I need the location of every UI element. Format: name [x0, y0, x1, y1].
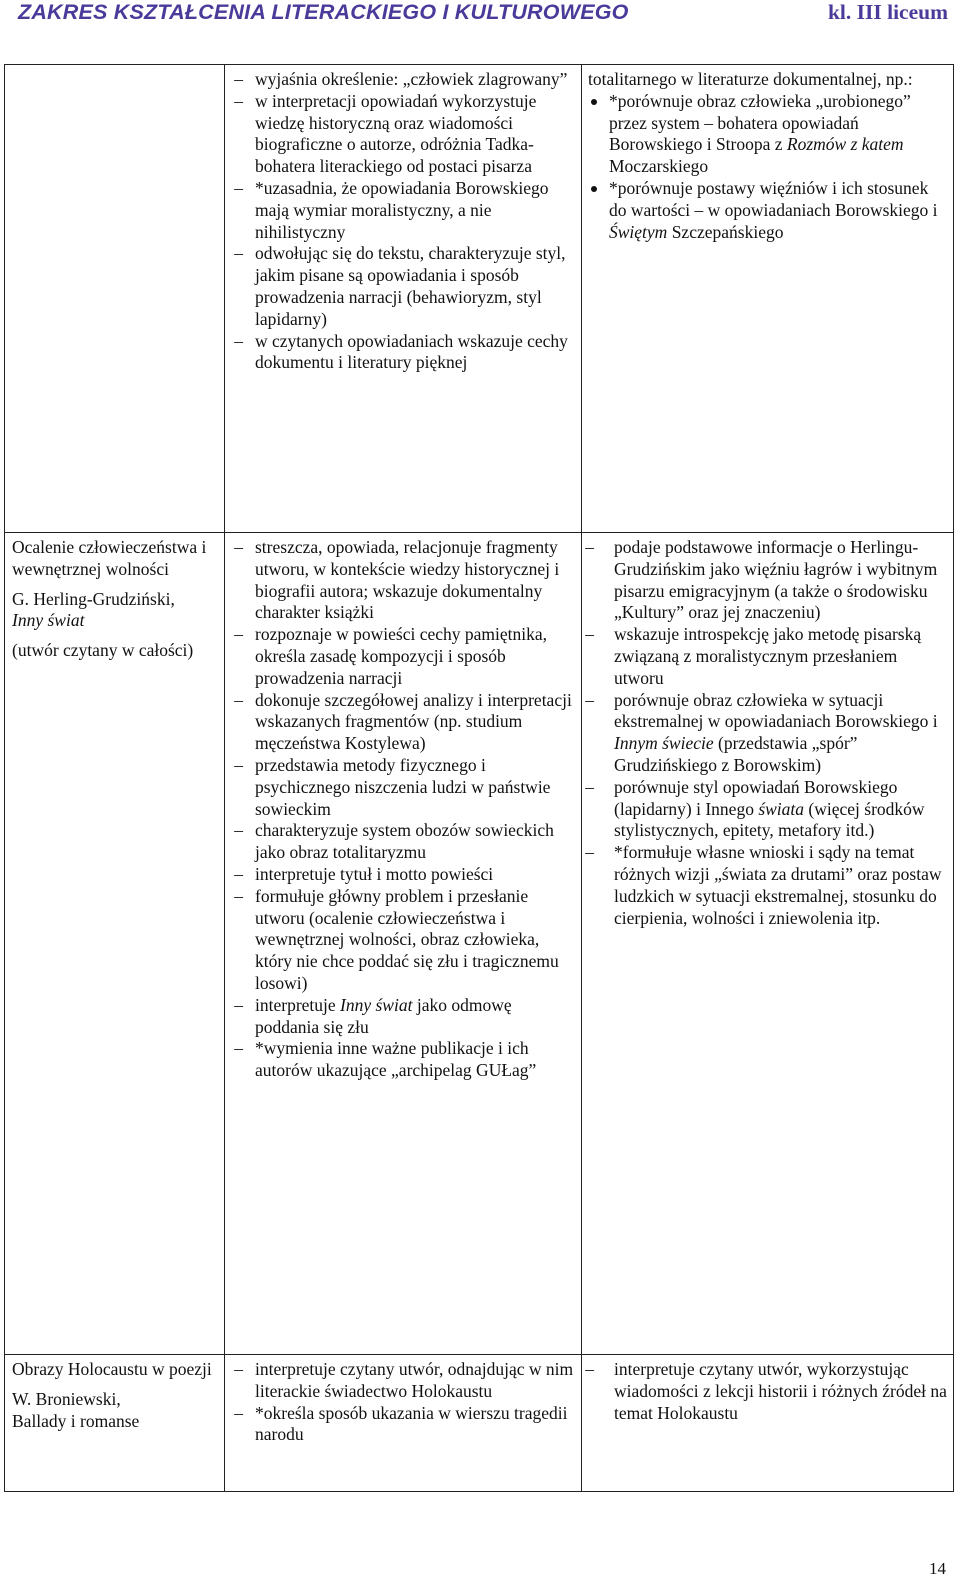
list-item-text: wyjaśnia określenie: „człowiek zlagrowany”: [255, 69, 568, 89]
dash-marker: –: [234, 1359, 243, 1379]
dash-marker: –: [234, 863, 243, 884]
list-item: [229, 331, 577, 375]
dash-marker: –: [234, 689, 243, 710]
topic-cell: [5, 533, 225, 1355]
list-item-text: w czytanych opowiadaniach wskazuje cechy dokumentu i literatury pięknej: [255, 330, 568, 373]
list-item-text: w interpretacji opowiadań wykorzystuje wiedzę historyczną oraz wiadomości biograficzne o autorze, odróżnia Tadka-bohatera literackiego od postaci pisarza: [255, 90, 537, 177]
list-item-text: rozpoznaje w powieści cechy pamiętnika, określa zasadę kompozycji i sposób prowadzenia narracji: [255, 624, 548, 688]
list-item-text: porównuje styl opowiadań Borowskiego (lapidarny) i Innego: [614, 776, 898, 819]
curriculum-table: [4, 64, 954, 1492]
list-item: [229, 624, 577, 689]
list-item-text: przedstawia metody fizycznego i psychicznego niszczenia ludzi w państwie sowieckim: [255, 754, 551, 819]
list-item: [588, 91, 949, 178]
extended-cell: [582, 65, 954, 533]
list-item-text: *określa sposób ukazania w wierszu tragedii narodu: [255, 1402, 568, 1445]
list-item-text: interpretuje: [255, 994, 341, 1015]
table-row: [5, 533, 954, 1355]
list-item: [585, 689, 949, 777]
list-item-text: interpretuje czytany utwór, wykorzystując wiadomości z lekcji historii i różnych źródeł na temat Holokaustu: [614, 1359, 947, 1423]
list-item: [585, 624, 949, 689]
list-item: [229, 1038, 577, 1082]
list-item: [229, 755, 577, 820]
italic-title-text: Rozmów z katem: [786, 134, 904, 155]
list-item: [229, 690, 577, 755]
list-item: [585, 1359, 949, 1424]
list-item-text: interpretuje tytuł i motto powieści: [255, 863, 494, 884]
extended-list: [585, 537, 949, 929]
dash-marker: –: [234, 1402, 243, 1423]
dash-marker: –: [234, 177, 243, 198]
list-item-text: Szczepańskiego: [667, 221, 784, 242]
list-item: [229, 864, 577, 886]
italic-title-text: Świętym: [609, 221, 668, 242]
list-item-text: Moczarskiego: [609, 156, 709, 177]
list-item: [588, 178, 949, 243]
list-item-text: (przedstawia „spór” Grudzińskiego z Borowskim): [614, 733, 858, 775]
list-item: [229, 69, 577, 91]
italic-title-text: Innym świecie: [614, 733, 714, 754]
topic-author: W. Broniewski,: [12, 1388, 121, 1409]
skills-list: [229, 69, 577, 374]
skills-list: [229, 537, 577, 1082]
list-item-text: dokonuje szczegółowej analizy i interpretacji wskazanych fragmentów (np. studium męczeństwa Kostylewa): [255, 689, 572, 754]
list-item: [229, 178, 577, 243]
skills-list: [229, 1359, 577, 1446]
list-item-text: interpretuje czytany utwór, odnajdując w nim literackie świadectwo Holokaustu: [255, 1359, 574, 1401]
list-item: [229, 537, 577, 624]
list-item-text: *wymienia inne ważne publikacje i ich autorów ukazujące „archipelag GUŁag”: [255, 1038, 537, 1081]
topic-author: G. Herling-Grudziński,: [12, 588, 175, 609]
list-item-text: *uzasadnia, że opowiadania Borowskiego mają wymiar moralistyczny, a nie nihilistyczny: [255, 177, 549, 242]
dash-marker: –: [234, 537, 243, 557]
dash-marker: –: [234, 90, 243, 111]
list-item-text: jako odmowę poddania się złu: [255, 994, 512, 1037]
dash-marker: –: [234, 69, 243, 89]
italic-title-text: świata: [758, 798, 805, 819]
skills-cell: [225, 533, 582, 1355]
list-item: [229, 91, 577, 178]
list-item-text: formułuje główny problem i przesłanie utworu (ocalenie człowieczeństwa i wewnętrznej wolności, obraz człowieka, który nie chce poddać się złu i tragicznemu losowi): [255, 885, 559, 993]
list-item: [229, 820, 577, 864]
list-item-text: odwołując się do tekstu, charakteryzuje styl, jakim pisane są opowiadania i sposób prowadzenia narracji (behawioryzm, styl lapidarny): [255, 243, 566, 329]
dash-marker: –: [234, 994, 243, 1015]
list-item: [585, 537, 949, 624]
extended-list: [588, 91, 949, 244]
list-item: [229, 243, 577, 330]
extended-cell: [582, 533, 954, 1355]
dash-marker: –: [234, 1038, 243, 1059]
dash-marker: –: [585, 776, 594, 797]
dash-marker: –: [585, 689, 594, 710]
dash-marker: –: [234, 885, 243, 906]
list-item: [229, 1403, 577, 1447]
dash-marker: –: [585, 1359, 594, 1379]
list-item-text: streszcza, opowiada, relacjonuje fragmenty utworu, w kontekście wiedzy historycznej i biografii autora; wskazuje dokumentalny charakter książki: [255, 537, 560, 623]
skills-cell: [225, 1355, 582, 1492]
dash-marker: –: [585, 624, 594, 645]
topic-cell: [5, 1355, 225, 1492]
dash-marker: –: [234, 754, 243, 775]
list-item: [229, 886, 577, 995]
extended-cell: [582, 1355, 954, 1492]
italic-title-text: Inny świat: [340, 994, 413, 1015]
topic-work: Inny świat: [12, 610, 85, 631]
topic-work: Ballady i romanse: [12, 1410, 140, 1431]
list-item: [585, 776, 949, 842]
table-row: [5, 1355, 954, 1492]
list-item-text: *formułuje własne wnioski i sądy na temat różnych wizji „świata za drutami” oraz postaw ludzkich w sytuacji ekstremalnej, stosunku do cierpienia, wolności i zniewolenia itp.: [614, 842, 942, 928]
extended-intro: totalitarnego w literaturze dokumentalnej, np.:: [588, 69, 913, 89]
extended-list: [585, 1359, 949, 1424]
dash-marker: –: [234, 624, 243, 645]
skills-cell: [225, 65, 582, 533]
topic-title: Ocalenie człowieczeństwa i wewnętrznej wolności: [12, 537, 207, 579]
list-item: [229, 995, 577, 1039]
table-row: [5, 65, 954, 533]
bullet-dot-icon: [591, 186, 597, 192]
list-item-text: *porównuje obraz człowieka „urobionego” przez system – bohatera opowiadań Borowskiego i Stroopa z: [609, 90, 911, 155]
list-item: [229, 1359, 577, 1403]
list-item: [585, 842, 949, 929]
dash-marker: –: [234, 330, 243, 351]
list-item-text: wskazuje introspekcję jako metodę pisarską związaną z moralistycznym przesłaniem utworu: [614, 624, 922, 688]
dash-marker: –: [585, 842, 594, 863]
document-header-level: kl. III liceum: [827, 0, 948, 24]
dash-marker: –: [234, 820, 243, 841]
list-item-text: charakteryzuje system obozów sowieckich jako obraz totalitaryzmu: [255, 820, 554, 863]
list-item-text: (więcej środków stylistycznych, epitety, metafory itd.): [614, 798, 925, 841]
dash-marker: –: [585, 537, 594, 557]
page-number: 14: [929, 1559, 946, 1578]
topic-cell: [5, 65, 225, 533]
list-item-text: porównuje obraz człowieka w sytuacji ekstremalnej w opowiadaniach Borowskiego i: [614, 689, 938, 732]
list-item-text: podaje podstawowe informacje o Herlingu-Grudzińskim jako więźniu łagrów i wybitnym pisarzu emigracyjnym (a także o środowisku „Kultury” oraz jej znaczeniu): [614, 537, 938, 623]
document-header-title: ZAKRES KSZTAŁCENIA LITERACKIEGO I KULTUROWEGO: [18, 0, 629, 24]
topic-note: (utwór czytany w całości): [12, 640, 194, 661]
bullet-dot-icon: [591, 99, 597, 105]
dash-marker: –: [234, 243, 243, 264]
list-item-text: *porównuje postawy więźniów i ich stosunek do wartości – w opowiadaniach Borowskiego i: [609, 177, 938, 220]
topic-title: Obrazy Holocaustu w poezji: [12, 1359, 212, 1379]
